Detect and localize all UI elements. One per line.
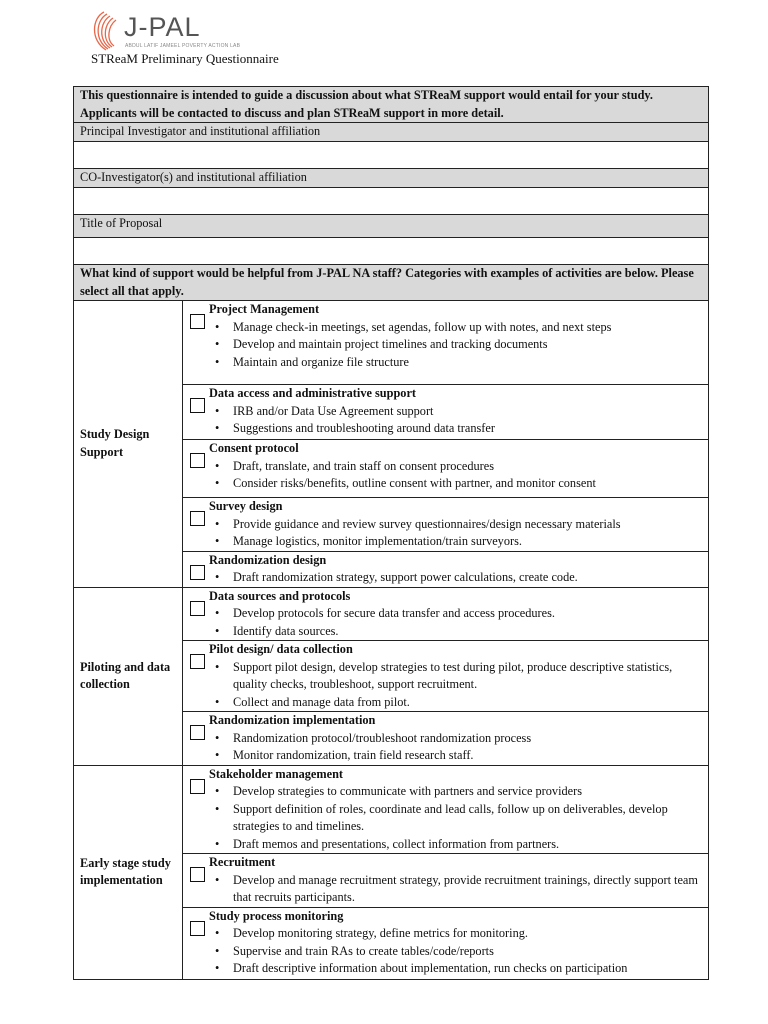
- option-bullets: [209, 872, 702, 907]
- bullet-item: • Develop monitoring strategy, define metrics for monitoring.: [233, 925, 702, 943]
- option-checkbox[interactable]: [190, 453, 205, 468]
- category-label: Early stage study implementation: [74, 765, 183, 979]
- option-title: Randomization implementation: [209, 713, 376, 727]
- option-title: Project Management: [209, 302, 320, 316]
- bullet-item: • Collect and manage data from pilot.: [233, 694, 702, 712]
- support-option: [183, 854, 709, 908]
- field-input[interactable]: [74, 188, 709, 215]
- field-label: Principal Investigator and institutional affiliation: [74, 123, 709, 142]
- option-checkbox[interactable]: [190, 398, 205, 413]
- option-checkbox[interactable]: [190, 314, 205, 329]
- option-bullets: [209, 730, 702, 765]
- option-title: Consent protocol: [209, 441, 299, 455]
- bullet-item: • IRB and/or Data Use Agreement support: [233, 403, 702, 421]
- option-checkbox[interactable]: [190, 921, 205, 936]
- support-option: [183, 765, 709, 854]
- option-title: Randomization design: [209, 552, 327, 567]
- logo-text: J-PAL: [124, 12, 201, 42]
- jpal-logo-mark-icon: [88, 10, 120, 54]
- bullet-item: • Support pilot design, develop strategies to test during pilot, produce descriptive statistics, quality checks, troubleshoot, support recruitment.: [233, 659, 702, 694]
- option-row: [74, 765, 709, 854]
- bullet-item: • Develop strategies to communicate with partners and service providers: [233, 783, 702, 801]
- support-option: [183, 385, 709, 440]
- jpal-logo: [88, 10, 241, 54]
- bullet-item: • Randomization protocol/troubleshoot randomization process: [233, 730, 702, 748]
- bullet-item: • Maintain and organize file structure: [233, 354, 702, 372]
- option-title: Data access and administrative support: [209, 386, 416, 400]
- option-row: [74, 301, 709, 385]
- option-title: Pilot design/ data collection: [209, 642, 353, 656]
- questionnaire-table: [73, 86, 709, 980]
- option-checkbox[interactable]: [190, 511, 205, 526]
- category-label: Piloting and data collection: [74, 587, 183, 765]
- document-title: STReaM Preliminary Questionnaire: [91, 51, 279, 66]
- option-title: Stakeholder management: [209, 766, 344, 781]
- bullet-item: • Develop and manage recruitment strategy, provide recruitment trainings, directly support team that recruits participants.: [233, 872, 702, 907]
- support-question: What kind of support would be helpful from J-PAL NA staff? Categories with examples of activities are below. Please select all that apply.: [74, 265, 709, 301]
- option-checkbox[interactable]: [190, 867, 205, 882]
- support-option: [183, 712, 709, 766]
- bullet-item: • Provide guidance and review survey questionnaires/design necessary materials: [233, 516, 702, 534]
- category-label: Study Design Support: [74, 301, 183, 588]
- option-row: [74, 587, 709, 641]
- option-title: Recruitment: [209, 855, 276, 869]
- option-bullets: [209, 605, 702, 640]
- option-title: Survey design: [209, 499, 283, 513]
- option-bullets: [209, 659, 702, 712]
- bullet-item: • Monitor randomization, train field research staff.: [233, 747, 702, 765]
- bullet-item: • Manage check-in meetings, set agendas, follow up with notes, and next steps: [233, 319, 702, 337]
- support-option: [183, 907, 709, 979]
- option-bullets: [209, 569, 702, 587]
- bullet-item: • Draft descriptive information about implementation, run checks on participation: [233, 960, 702, 978]
- logo-subtext: ABDUL LATIF JAMEEL POVERTY ACTION LAB: [125, 43, 241, 49]
- option-checkbox[interactable]: [190, 779, 205, 794]
- field-label: Title of Proposal: [74, 215, 709, 238]
- option-title: Data sources and protocols: [209, 588, 351, 603]
- bullet-item: • Consider risks/benefits, outline consent with partner, and monitor consent: [233, 475, 702, 493]
- option-bullets: [209, 925, 702, 978]
- bullet-item: • Draft memos and presentations, collect information from partners.: [233, 836, 702, 854]
- option-bullets: [209, 403, 702, 438]
- option-bullets: [209, 458, 702, 493]
- field-input[interactable]: [74, 142, 709, 169]
- option-bullets: [209, 516, 702, 551]
- support-option: [183, 587, 709, 641]
- option-checkbox[interactable]: [190, 565, 205, 580]
- support-option: [183, 551, 709, 587]
- bullet-item: • Supervise and train RAs to create tables/code/reports: [233, 943, 702, 961]
- option-checkbox[interactable]: [190, 725, 205, 740]
- bullet-item: • Support definition of roles, coordinate and lead calls, follow up on deliverables, develop strategies to and timelines.: [233, 801, 702, 836]
- support-option: [183, 641, 709, 712]
- option-bullets: [209, 319, 702, 372]
- option-title: Study process monitoring: [209, 908, 344, 923]
- intro-text: This questionnaire is intended to guide a discussion about what STReaM support would entail for your study. Applicants will be contacted to discuss and plan STReaM support in more detail.: [74, 87, 709, 123]
- bullet-item: • Draft randomization strategy, support power calculations, create code.: [233, 569, 702, 587]
- bullet-item: • Suggestions and troubleshooting around data transfer: [233, 420, 702, 438]
- bullet-item: • Develop protocols for secure data transfer and access procedures.: [233, 605, 702, 623]
- support-option: [183, 301, 709, 385]
- option-checkbox[interactable]: [190, 654, 205, 669]
- field-label: CO-Investigator(s) and institutional affiliation: [74, 169, 709, 188]
- option-checkbox[interactable]: [190, 601, 205, 616]
- support-option: [183, 498, 709, 552]
- field-input[interactable]: [74, 238, 709, 265]
- bullet-item: • Draft, translate, and train staff on consent procedures: [233, 458, 702, 476]
- support-option: [183, 440, 709, 498]
- option-bullets: [209, 783, 702, 853]
- bullet-item: • Identify data sources.: [233, 623, 702, 641]
- bullet-item: • Manage logistics, monitor implementation/train surveyors.: [233, 533, 702, 551]
- bullet-item: • Develop and maintain project timelines and tracking documents: [233, 336, 702, 354]
